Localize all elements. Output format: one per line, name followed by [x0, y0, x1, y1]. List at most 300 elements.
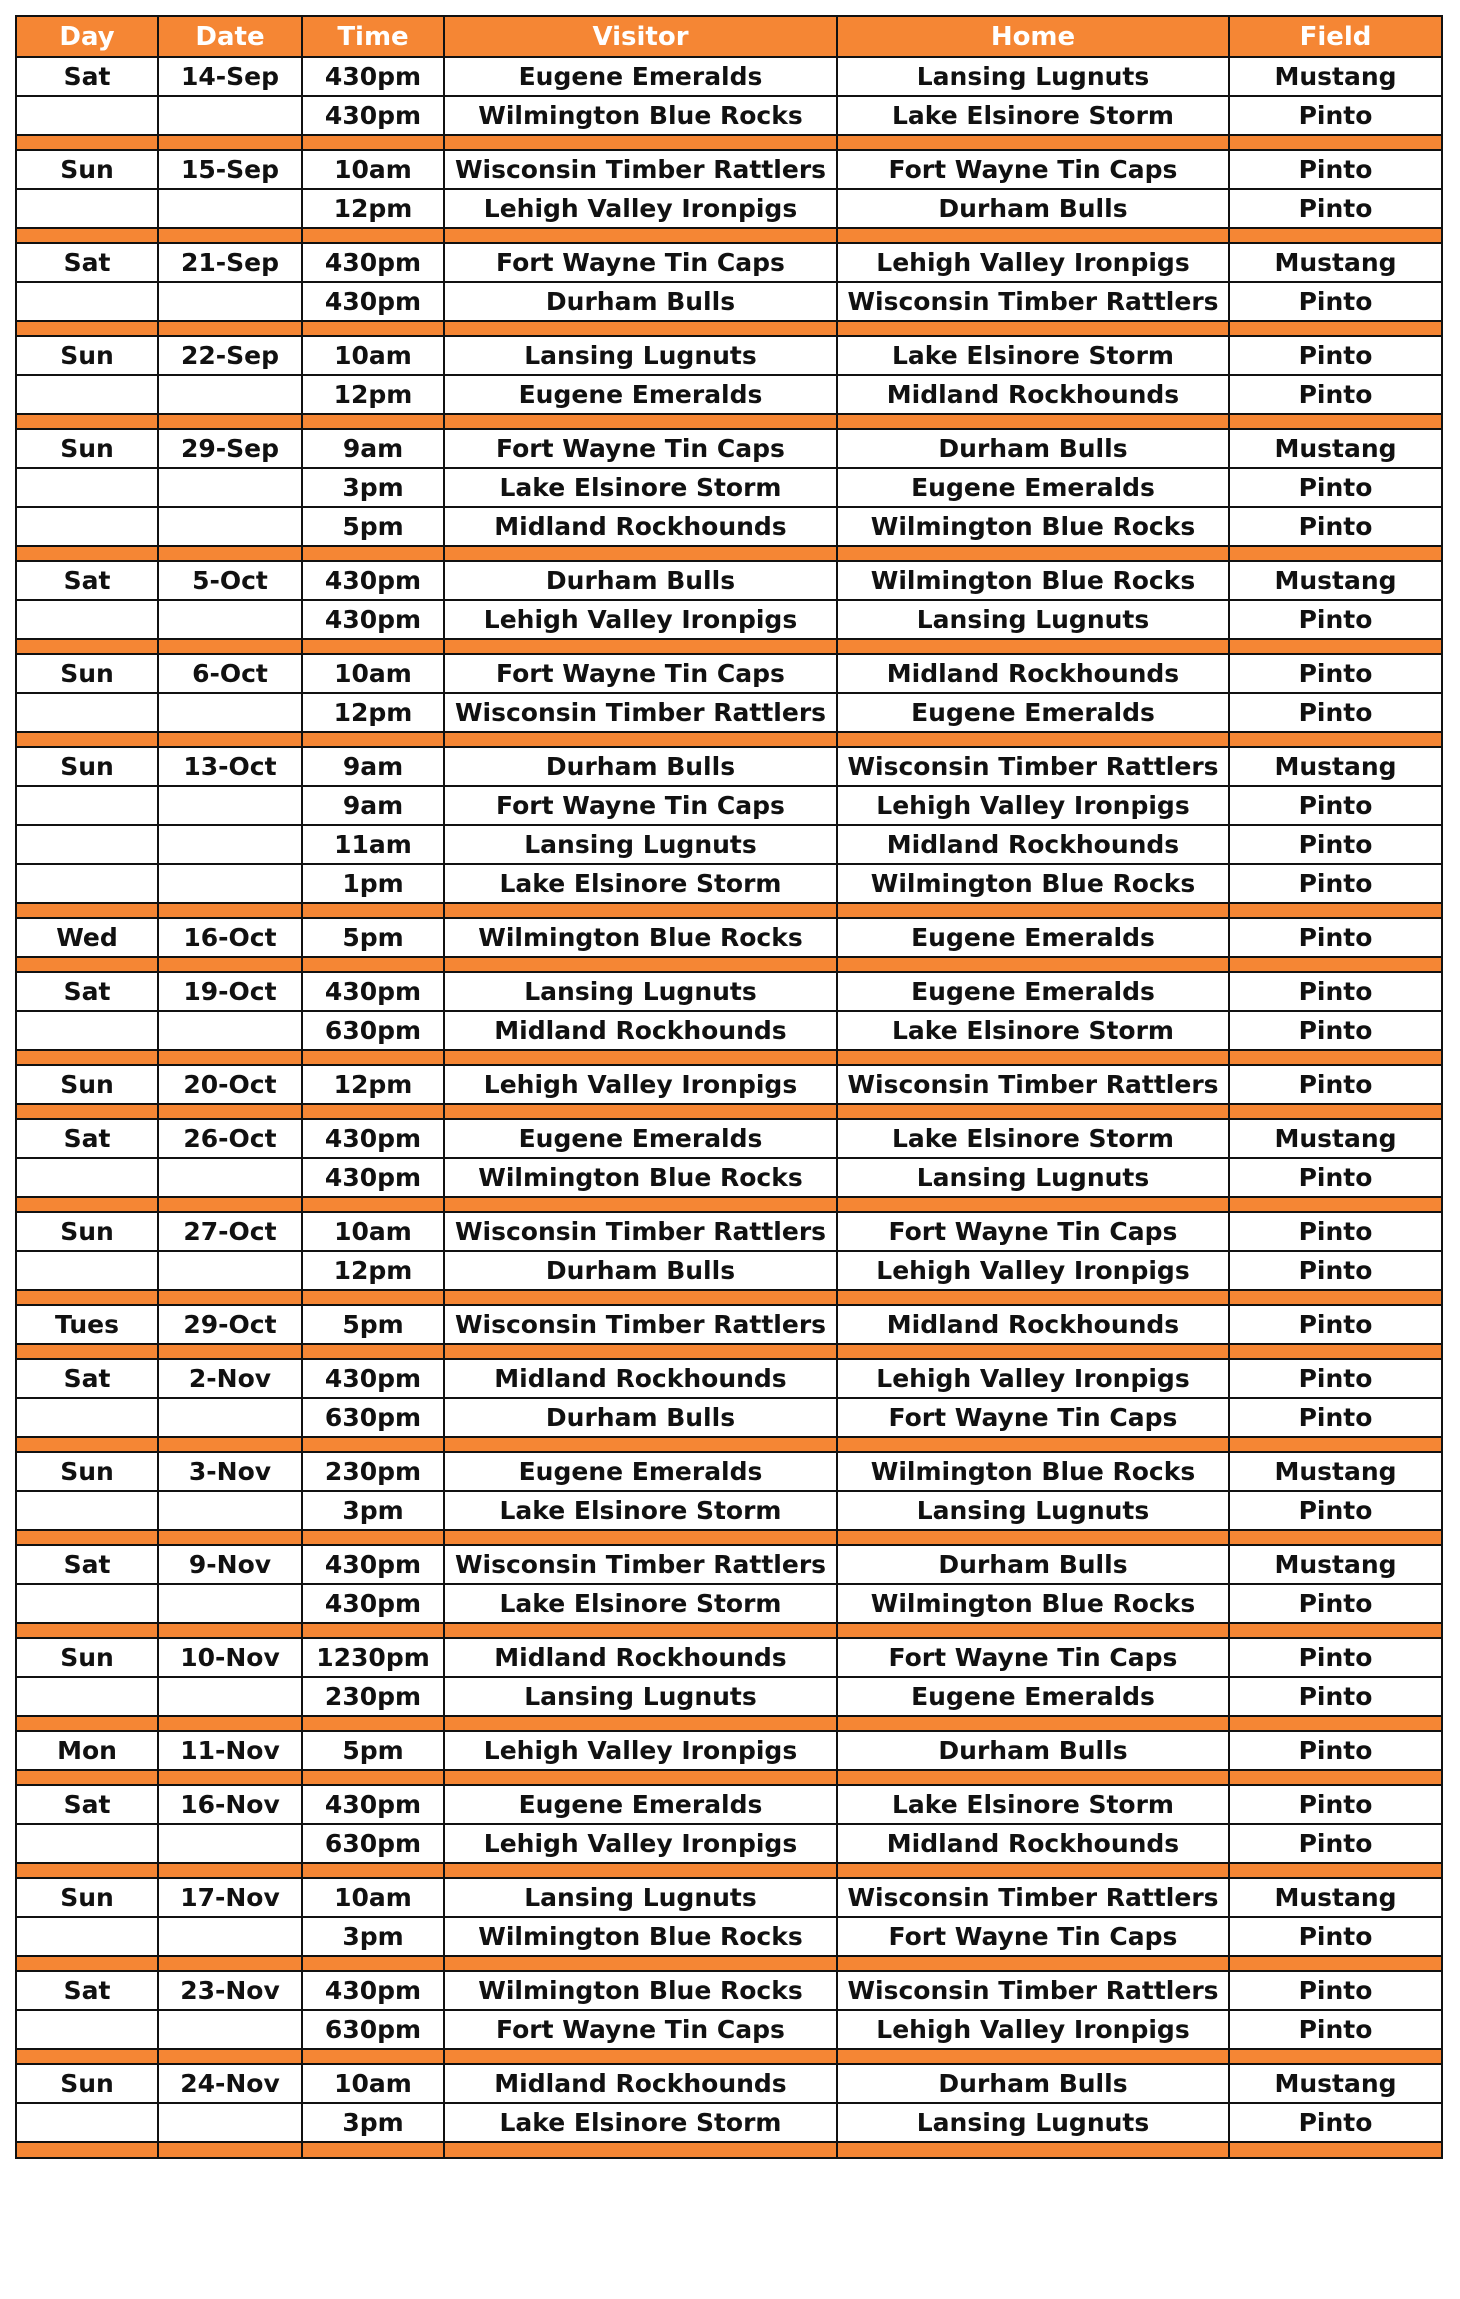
cell-home: Lehigh Valley Ironpigs: [837, 786, 1229, 825]
cell-visitor: Eugene Emeralds: [444, 1785, 837, 1824]
cell-date: [158, 1398, 302, 1437]
cell-visitor: Wilmington Blue Rocks: [444, 96, 837, 135]
cell-day: [16, 1398, 158, 1437]
cell-day: [16, 1677, 158, 1716]
separator-cell: [1229, 228, 1442, 243]
separator-cell: [302, 1050, 444, 1065]
cell-field: Pinto: [1229, 1917, 1442, 1956]
cell-home: Lake Elsinore Storm: [837, 1119, 1229, 1158]
cell-field: Pinto: [1229, 468, 1442, 507]
cell-home: Durham Bulls: [837, 1731, 1229, 1770]
cell-field: Pinto: [1229, 189, 1442, 228]
group-separator: [16, 414, 1442, 429]
game-row: [16, 1878, 1442, 1917]
game-row: [16, 786, 1442, 825]
cell-date: [158, 189, 302, 228]
cell-time: 230pm: [302, 1677, 444, 1716]
separator-cell: [302, 1770, 444, 1785]
cell-time: 12pm: [302, 375, 444, 414]
separator-cell: [1229, 1623, 1442, 1638]
separator-cell: [1229, 1716, 1442, 1731]
separator-cell: [158, 1344, 302, 1359]
cell-visitor: Lake Elsinore Storm: [444, 468, 837, 507]
separator-cell: [444, 1344, 837, 1359]
cell-time: 12pm: [302, 189, 444, 228]
separator-cell: [158, 1104, 302, 1119]
cell-home: Lansing Lugnuts: [837, 1491, 1229, 1530]
group-separator: [16, 1530, 1442, 1545]
cell-field: Mustang: [1229, 1452, 1442, 1491]
separator-cell: [302, 639, 444, 654]
cell-day: Sun: [16, 150, 158, 189]
cell-home: Wisconsin Timber Rattlers: [837, 747, 1229, 786]
separator-cell: [837, 135, 1229, 150]
cell-date: 27-Oct: [158, 1212, 302, 1251]
cell-field: Pinto: [1229, 864, 1442, 903]
cell-time: 430pm: [302, 243, 444, 282]
game-row: [16, 1011, 1442, 1050]
separator-cell: [837, 1437, 1229, 1452]
cell-home: Wilmington Blue Rocks: [837, 507, 1229, 546]
cell-time: 10am: [302, 150, 444, 189]
schedule-body: [16, 57, 1442, 2158]
cell-field: Pinto: [1229, 1305, 1442, 1344]
separator-cell: [158, 903, 302, 918]
cell-visitor: Eugene Emeralds: [444, 375, 837, 414]
cell-field: Mustang: [1229, 1545, 1442, 1584]
separator-cell: [1229, 135, 1442, 150]
group-separator: [16, 639, 1442, 654]
cell-day: [16, 1824, 158, 1863]
cell-date: 5-Oct: [158, 561, 302, 600]
group-separator: [16, 957, 1442, 972]
separator-cell: [16, 1956, 158, 1971]
separator-cell: [837, 2049, 1229, 2064]
separator-cell: [158, 1863, 302, 1878]
separator-cell: [302, 1104, 444, 1119]
separator-cell: [444, 1716, 837, 1731]
cell-time: 3pm: [302, 1917, 444, 1956]
cell-visitor: Lansing Lugnuts: [444, 825, 837, 864]
separator-cell: [1229, 1770, 1442, 1785]
separator-cell: [444, 135, 837, 150]
cell-day: Sun: [16, 747, 158, 786]
cell-time: 10am: [302, 654, 444, 693]
separator-cell: [16, 414, 158, 429]
cell-date: [158, 1917, 302, 1956]
cell-home: Midland Rockhounds: [837, 1824, 1229, 1863]
cell-visitor: Midland Rockhounds: [444, 1011, 837, 1050]
separator-cell: [16, 732, 158, 747]
separator-cell: [158, 1050, 302, 1065]
separator-cell: [16, 639, 158, 654]
cell-date: 23-Nov: [158, 1971, 302, 2010]
cell-field: Pinto: [1229, 600, 1442, 639]
cell-field: Pinto: [1229, 336, 1442, 375]
separator-cell: [158, 2142, 302, 2158]
separator-cell: [444, 1197, 837, 1212]
cell-day: [16, 1491, 158, 1530]
separator-cell: [837, 1956, 1229, 1971]
separator-cell: [16, 1716, 158, 1731]
game-row: [16, 243, 1442, 282]
cell-day: Sun: [16, 1638, 158, 1677]
schedule-table: [15, 15, 1443, 2159]
game-row: [16, 1452, 1442, 1491]
cell-visitor: Fort Wayne Tin Caps: [444, 2010, 837, 2049]
separator-cell: [444, 546, 837, 561]
cell-home: Lansing Lugnuts: [837, 57, 1229, 96]
group-separator: [16, 1290, 1442, 1305]
cell-day: [16, 2103, 158, 2142]
cell-date: 6-Oct: [158, 654, 302, 693]
separator-cell: [444, 1956, 837, 1971]
cell-visitor: Durham Bulls: [444, 282, 837, 321]
cell-date: 22-Sep: [158, 336, 302, 375]
cell-day: Sat: [16, 1971, 158, 2010]
cell-date: [158, 96, 302, 135]
separator-cell: [302, 135, 444, 150]
separator-cell: [1229, 321, 1442, 336]
cell-time: 430pm: [302, 561, 444, 600]
group-separator: [16, 135, 1442, 150]
cell-date: 14-Sep: [158, 57, 302, 96]
cell-home: Lansing Lugnuts: [837, 600, 1229, 639]
cell-field: Pinto: [1229, 375, 1442, 414]
separator-cell: [837, 228, 1229, 243]
cell-day: [16, 282, 158, 321]
separator-cell: [302, 1716, 444, 1731]
cell-field: Pinto: [1229, 1584, 1442, 1623]
game-row: [16, 1491, 1442, 1530]
game-row: [16, 747, 1442, 786]
game-row: [16, 282, 1442, 321]
cell-field: Pinto: [1229, 654, 1442, 693]
separator-cell: [158, 1716, 302, 1731]
separator-cell: [837, 1623, 1229, 1638]
cell-home: Fort Wayne Tin Caps: [837, 150, 1229, 189]
separator-cell: [158, 1956, 302, 1971]
cell-field: Pinto: [1229, 1785, 1442, 1824]
cell-day: [16, 600, 158, 639]
header-time: Time: [302, 16, 444, 57]
separator-cell: [837, 639, 1229, 654]
separator-cell: [444, 732, 837, 747]
group-separator: [16, 2049, 1442, 2064]
cell-day: Sun: [16, 429, 158, 468]
header-row: [16, 16, 1442, 57]
cell-field: Pinto: [1229, 1065, 1442, 1104]
cell-date: [158, 786, 302, 825]
game-row: [16, 507, 1442, 546]
separator-cell: [1229, 1104, 1442, 1119]
game-row: [16, 1971, 1442, 2010]
cell-visitor: Lake Elsinore Storm: [444, 2103, 837, 2142]
separator-cell: [16, 135, 158, 150]
group-separator: [16, 1770, 1442, 1785]
cell-home: Eugene Emeralds: [837, 1677, 1229, 1716]
cell-visitor: Wilmington Blue Rocks: [444, 1917, 837, 1956]
cell-day: [16, 825, 158, 864]
cell-field: Mustang: [1229, 561, 1442, 600]
cell-field: Pinto: [1229, 1359, 1442, 1398]
separator-cell: [158, 414, 302, 429]
cell-home: Lehigh Valley Ironpigs: [837, 1359, 1229, 1398]
separator-cell: [444, 1437, 837, 1452]
separator-cell: [837, 1197, 1229, 1212]
game-row: [16, 864, 1442, 903]
separator-cell: [837, 1104, 1229, 1119]
separator-cell: [16, 1197, 158, 1212]
cell-time: 630pm: [302, 1398, 444, 1437]
cell-day: Sat: [16, 972, 158, 1011]
game-row: [16, 468, 1442, 507]
cell-date: [158, 1011, 302, 1050]
separator-cell: [444, 639, 837, 654]
cell-field: Pinto: [1229, 1011, 1442, 1050]
cell-date: [158, 1251, 302, 1290]
game-row: [16, 654, 1442, 693]
separator-cell: [158, 732, 302, 747]
separator-cell: [302, 1197, 444, 1212]
cell-visitor: Lansing Lugnuts: [444, 1878, 837, 1917]
cell-home: Midland Rockhounds: [837, 1305, 1229, 1344]
cell-field: Pinto: [1229, 1251, 1442, 1290]
cell-field: Pinto: [1229, 1491, 1442, 1530]
cell-field: Mustang: [1229, 1119, 1442, 1158]
cell-visitor: Eugene Emeralds: [444, 1452, 837, 1491]
game-row: [16, 825, 1442, 864]
separator-cell: [302, 2049, 444, 2064]
game-row: [16, 972, 1442, 1011]
cell-date: [158, 693, 302, 732]
cell-day: [16, 1917, 158, 1956]
cell-day: Sun: [16, 336, 158, 375]
cell-field: Mustang: [1229, 1878, 1442, 1917]
cell-field: Mustang: [1229, 2064, 1442, 2103]
separator-cell: [837, 957, 1229, 972]
separator-cell: [444, 2049, 837, 2064]
cell-home: Wisconsin Timber Rattlers: [837, 282, 1229, 321]
separator-cell: [444, 1530, 837, 1545]
cell-time: 12pm: [302, 693, 444, 732]
cell-time: 9am: [302, 429, 444, 468]
separator-cell: [444, 321, 837, 336]
separator-cell: [302, 1290, 444, 1305]
separator-cell: [16, 1290, 158, 1305]
separator-cell: [158, 321, 302, 336]
separator-cell: [837, 1050, 1229, 1065]
cell-field: Mustang: [1229, 747, 1442, 786]
separator-cell: [1229, 1863, 1442, 1878]
cell-date: [158, 1491, 302, 1530]
separator-cell: [302, 414, 444, 429]
game-row: [16, 57, 1442, 96]
cell-time: 230pm: [302, 1452, 444, 1491]
cell-field: Pinto: [1229, 1638, 1442, 1677]
cell-visitor: Midland Rockhounds: [444, 2064, 837, 2103]
cell-home: Lehigh Valley Ironpigs: [837, 1251, 1229, 1290]
cell-home: Lake Elsinore Storm: [837, 1011, 1229, 1050]
cell-field: Pinto: [1229, 1731, 1442, 1770]
group-separator: [16, 1716, 1442, 1731]
cell-date: 17-Nov: [158, 1878, 302, 1917]
game-row: [16, 189, 1442, 228]
separator-cell: [16, 1863, 158, 1878]
separator-cell: [444, 228, 837, 243]
cell-day: [16, 96, 158, 135]
cell-visitor: Lehigh Valley Ironpigs: [444, 1731, 837, 1770]
cell-home: Wisconsin Timber Rattlers: [837, 1878, 1229, 1917]
cell-visitor: Lehigh Valley Ironpigs: [444, 189, 837, 228]
cell-day: Sun: [16, 654, 158, 693]
cell-visitor: Wilmington Blue Rocks: [444, 1971, 837, 2010]
separator-cell: [16, 1104, 158, 1119]
cell-date: [158, 1824, 302, 1863]
cell-day: Sat: [16, 57, 158, 96]
game-row: [16, 2103, 1442, 2142]
separator-cell: [1229, 1344, 1442, 1359]
cell-date: [158, 468, 302, 507]
header-home: Home: [837, 16, 1229, 57]
separator-cell: [837, 1530, 1229, 1545]
separator-cell: [1229, 414, 1442, 429]
cell-date: 19-Oct: [158, 972, 302, 1011]
cell-day: [16, 786, 158, 825]
cell-day: [16, 1158, 158, 1197]
separator-cell: [16, 1344, 158, 1359]
cell-field: Pinto: [1229, 2103, 1442, 2142]
separator-cell: [1229, 1956, 1442, 1971]
cell-date: [158, 282, 302, 321]
cell-day: Sun: [16, 1065, 158, 1104]
separator-cell: [837, 546, 1229, 561]
game-row: [16, 2010, 1442, 2049]
separator-cell: [16, 957, 158, 972]
cell-time: 3pm: [302, 1491, 444, 1530]
cell-visitor: Fort Wayne Tin Caps: [444, 429, 837, 468]
game-row: [16, 1359, 1442, 1398]
cell-home: Lehigh Valley Ironpigs: [837, 2010, 1229, 2049]
separator-cell: [444, 1623, 837, 1638]
cell-visitor: Durham Bulls: [444, 1251, 837, 1290]
cell-time: 430pm: [302, 600, 444, 639]
cell-field: Pinto: [1229, 1677, 1442, 1716]
cell-time: 3pm: [302, 2103, 444, 2142]
separator-cell: [444, 1290, 837, 1305]
cell-field: Pinto: [1229, 693, 1442, 732]
cell-time: 3pm: [302, 468, 444, 507]
separator-cell: [158, 1197, 302, 1212]
cell-date: 11-Nov: [158, 1731, 302, 1770]
game-row: [16, 918, 1442, 957]
game-row: [16, 1398, 1442, 1437]
separator-cell: [158, 1623, 302, 1638]
cell-visitor: Lake Elsinore Storm: [444, 1491, 837, 1530]
cell-home: Eugene Emeralds: [837, 972, 1229, 1011]
cell-day: Sat: [16, 561, 158, 600]
separator-cell: [302, 1956, 444, 1971]
cell-field: Mustang: [1229, 243, 1442, 282]
cell-time: 430pm: [302, 1545, 444, 1584]
game-row: [16, 600, 1442, 639]
cell-home: Fort Wayne Tin Caps: [837, 1398, 1229, 1437]
cell-date: [158, 600, 302, 639]
cell-date: 10-Nov: [158, 1638, 302, 1677]
cell-date: 29-Sep: [158, 429, 302, 468]
cell-home: Durham Bulls: [837, 2064, 1229, 2103]
cell-day: [16, 864, 158, 903]
cell-day: [16, 1011, 158, 1050]
group-separator: [16, 732, 1442, 747]
separator-cell: [837, 1290, 1229, 1305]
separator-cell: [1229, 732, 1442, 747]
group-separator: [16, 2142, 1442, 2158]
separator-cell: [302, 321, 444, 336]
cell-home: Durham Bulls: [837, 1545, 1229, 1584]
cell-field: Pinto: [1229, 2010, 1442, 2049]
separator-cell: [158, 2049, 302, 2064]
cell-home: Lake Elsinore Storm: [837, 1785, 1229, 1824]
header-date: Date: [158, 16, 302, 57]
separator-cell: [1229, 1050, 1442, 1065]
cell-time: 10am: [302, 1212, 444, 1251]
cell-field: Pinto: [1229, 972, 1442, 1011]
game-row: [16, 429, 1442, 468]
cell-home: Wilmington Blue Rocks: [837, 1584, 1229, 1623]
group-separator: [16, 1104, 1442, 1119]
separator-cell: [444, 957, 837, 972]
cell-date: 2-Nov: [158, 1359, 302, 1398]
cell-time: 5pm: [302, 1731, 444, 1770]
schedule-header: [16, 16, 1442, 57]
group-separator: [16, 1344, 1442, 1359]
cell-day: [16, 189, 158, 228]
cell-time: 430pm: [302, 1158, 444, 1197]
cell-home: Lake Elsinore Storm: [837, 96, 1229, 135]
separator-cell: [444, 1863, 837, 1878]
separator-cell: [16, 903, 158, 918]
cell-time: 5pm: [302, 918, 444, 957]
separator-cell: [444, 1050, 837, 1065]
separator-cell: [837, 2142, 1229, 2158]
cell-visitor: Wisconsin Timber Rattlers: [444, 1212, 837, 1251]
cell-visitor: Fort Wayne Tin Caps: [444, 243, 837, 282]
cell-date: 26-Oct: [158, 1119, 302, 1158]
cell-visitor: Durham Bulls: [444, 1398, 837, 1437]
separator-cell: [158, 1290, 302, 1305]
group-separator: [16, 1863, 1442, 1878]
separator-cell: [302, 1623, 444, 1638]
separator-cell: [444, 1770, 837, 1785]
game-row: [16, 561, 1442, 600]
separator-cell: [1229, 2142, 1442, 2158]
cell-home: Wisconsin Timber Rattlers: [837, 1971, 1229, 2010]
cell-date: 3-Nov: [158, 1452, 302, 1491]
cell-day: [16, 1251, 158, 1290]
cell-day: [16, 507, 158, 546]
cell-day: [16, 1584, 158, 1623]
separator-cell: [302, 1863, 444, 1878]
cell-day: [16, 2010, 158, 2049]
separator-cell: [1229, 1437, 1442, 1452]
game-row: [16, 1065, 1442, 1104]
game-row: [16, 1677, 1442, 1716]
game-row: [16, 693, 1442, 732]
cell-visitor: Lehigh Valley Ironpigs: [444, 1824, 837, 1863]
cell-visitor: Fort Wayne Tin Caps: [444, 654, 837, 693]
separator-cell: [302, 1344, 444, 1359]
